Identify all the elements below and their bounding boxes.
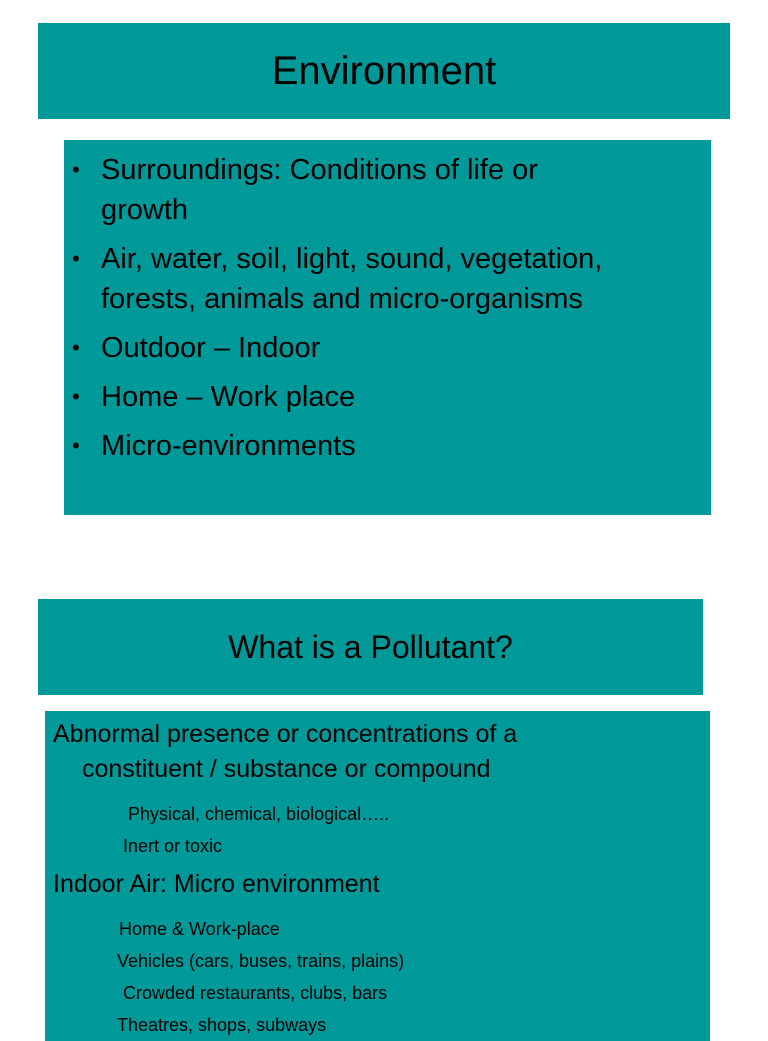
bullet-dot-icon: •	[72, 246, 80, 271]
bullet-item	[72, 426, 702, 466]
sub-item-inert: Inert or toxic	[123, 836, 223, 856]
bullet-text-continued: forests, animals and micro-organisms	[101, 283, 583, 315]
definition-line-continued: constituent / substance or compound	[82, 755, 491, 783]
slide2-content-box	[45, 711, 710, 1041]
bullet-item	[72, 377, 702, 417]
bullet-text-continued: growth	[101, 194, 189, 226]
bullet-dot-icon: •	[72, 384, 80, 409]
indoor-item: Theatres, shops, subways	[117, 1015, 327, 1035]
bullet-dot-icon: •	[72, 157, 80, 182]
slide2-title-box	[38, 599, 703, 695]
definition-line: Abnormal presence or concentrations of a	[53, 720, 518, 748]
bullet-dot-icon: •	[72, 335, 80, 360]
bullet-text: Micro-environments	[101, 430, 356, 462]
indoor-item: Home & Work-place	[119, 919, 280, 939]
bullet-item	[72, 328, 702, 368]
indoor-item: Crowded restaurants, clubs, bars	[123, 983, 388, 1003]
bullet-item	[72, 150, 702, 230]
bullet-text: Outdoor – Indoor	[101, 332, 321, 364]
sub-item-physical: Physical, chemical, biological…..	[128, 804, 390, 824]
slide1-title-box	[38, 23, 730, 119]
bullet-text: Air, water, soil, light, sound, vegetation,	[101, 243, 603, 275]
slide1-content-box	[64, 140, 711, 515]
bullet-text: Home – Work place	[101, 381, 356, 413]
slide1-title: Environment	[271, 48, 497, 93]
slide1-bullet-list	[72, 150, 702, 475]
bullet-dot-icon: •	[72, 433, 80, 458]
bullet-text: Surroundings: Conditions of life or	[101, 154, 538, 186]
bullet-item	[72, 239, 702, 319]
slide2-title: What is a Pollutant?	[228, 628, 513, 665]
indoor-air-heading: Indoor Air: Micro environment	[53, 870, 380, 898]
indoor-item: Vehicles (cars, buses, trains, plains)	[117, 951, 405, 971]
